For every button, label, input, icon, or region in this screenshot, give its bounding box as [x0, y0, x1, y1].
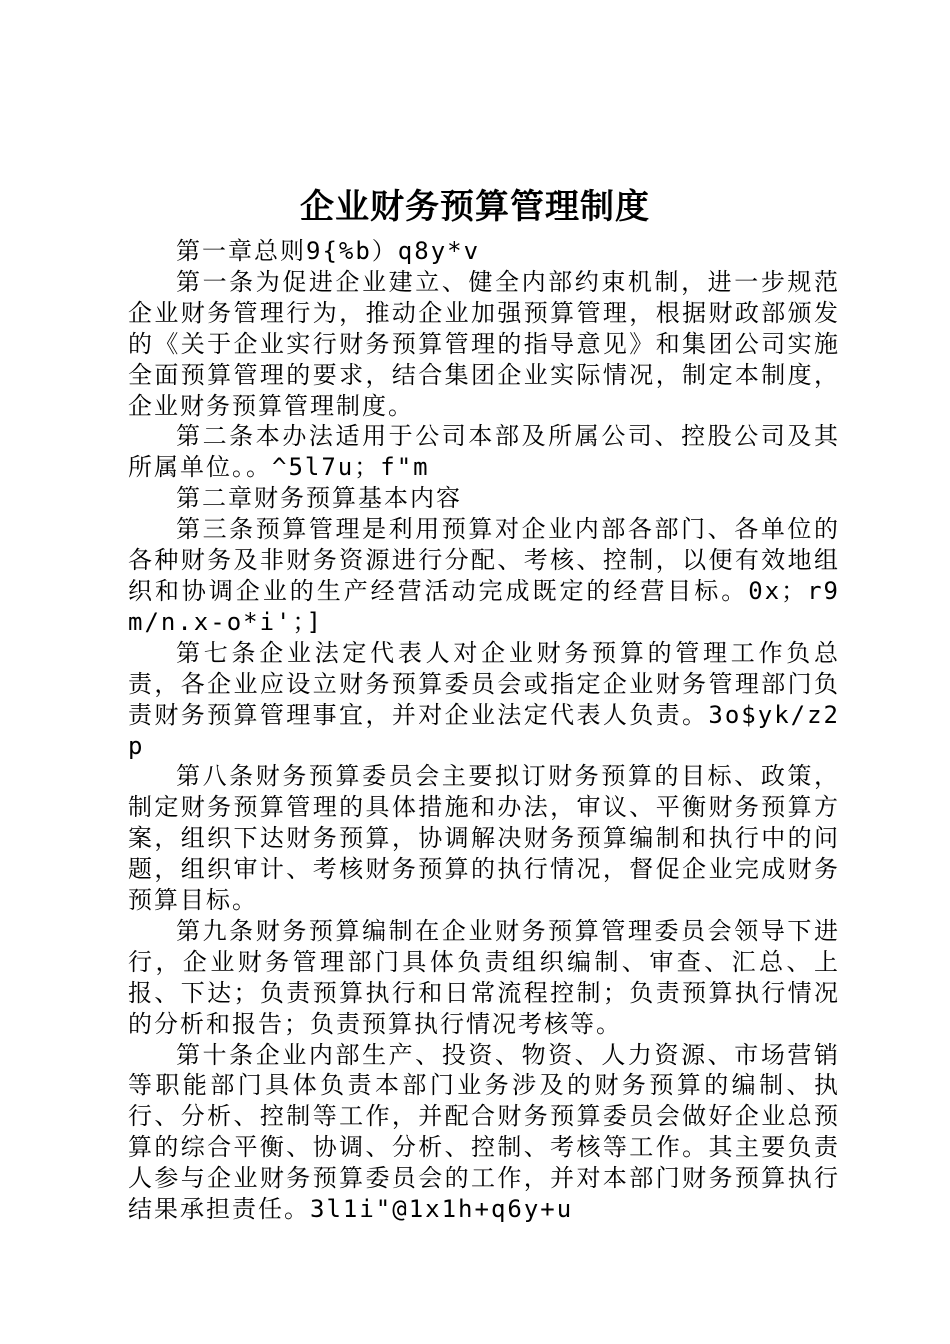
paragraph-article-10: 第十条企业内部生产、投资、物资、人力资源、市场营销等职能部门具体负责本部门业务涉及的财务预算的编制、执行、分析、控制等工作，并配合财务预算委员会做好企业总预算的综合平衡、协调、分析、控制、考核等工作。其主要负责人参与企业财务预算委员会的工作，并对本部门财务预算执行结果承担责任。3l1i"@1x1h+q6y+u [128, 1040, 840, 1224]
paragraph-article-2: 第二条本办法适用于公司本部及所属公司、控股公司及其所属单位。。^5l7u；f"m [128, 422, 840, 482]
document-body [128, 236, 840, 1225]
paragraph-chapter-one-heading: 第一章总则9{%b）q8y*v [176, 237, 481, 265]
paragraph-article-9: 第九条财务预算编制在企业财务预算管理委员会领导下进行，企业财务管理部门具体负责组织编制、审查、汇总、上报、下达；负责预算执行和日常流程控制；负责预算执行情况的分析和报告；负责预算执行情况考核等。 [128, 916, 840, 1038]
paragraph-article-1: 第一条为促进企业建立、健全内部约束机制，进一步规范企业财务管理行为，推动企业加强预算管理，根据财政部颁发的《关于企业实行财务预算管理的指导意见》和集团公司实施全面预算管理的要求，结合集团企业实际情况，制定本制度，企业财务预算管理制度。 [128, 267, 840, 420]
paragraph-article-7: 第七条企业法定代表人对企业财务预算的管理工作负总责，各企业应设立财务预算委员会或指定企业财务管理部门负责财务预算管理事宜，并对企业法定代表人负责。3o$yk/z2p [128, 638, 840, 760]
document-title: 企业财务预算管理制度 [300, 187, 650, 227]
paragraph-article-3: 第三条预算管理是利用预算对企业内部各部门、各单位的各种财务及非财务资源进行分配、考核、控制，以便有效地组织和协调企业的生产经营活动完成既定的经营目标。0x；r9m/n.x-o*i'；] [128, 515, 840, 636]
paragraph-article-8: 第八条财务预算委员会主要拟订财务预算的目标、政策，制定财务预算管理的具体措施和办法，审议、平衡财务预算方案，组织下达财务预算，协调解决财务预算编制和执行中的问题，组织审计、考核财务预算的执行情况，督促企业完成财务预算目标。 [128, 762, 840, 915]
paragraph-chapter-two-heading: 第二章财务预算基本内容 [176, 484, 462, 513]
